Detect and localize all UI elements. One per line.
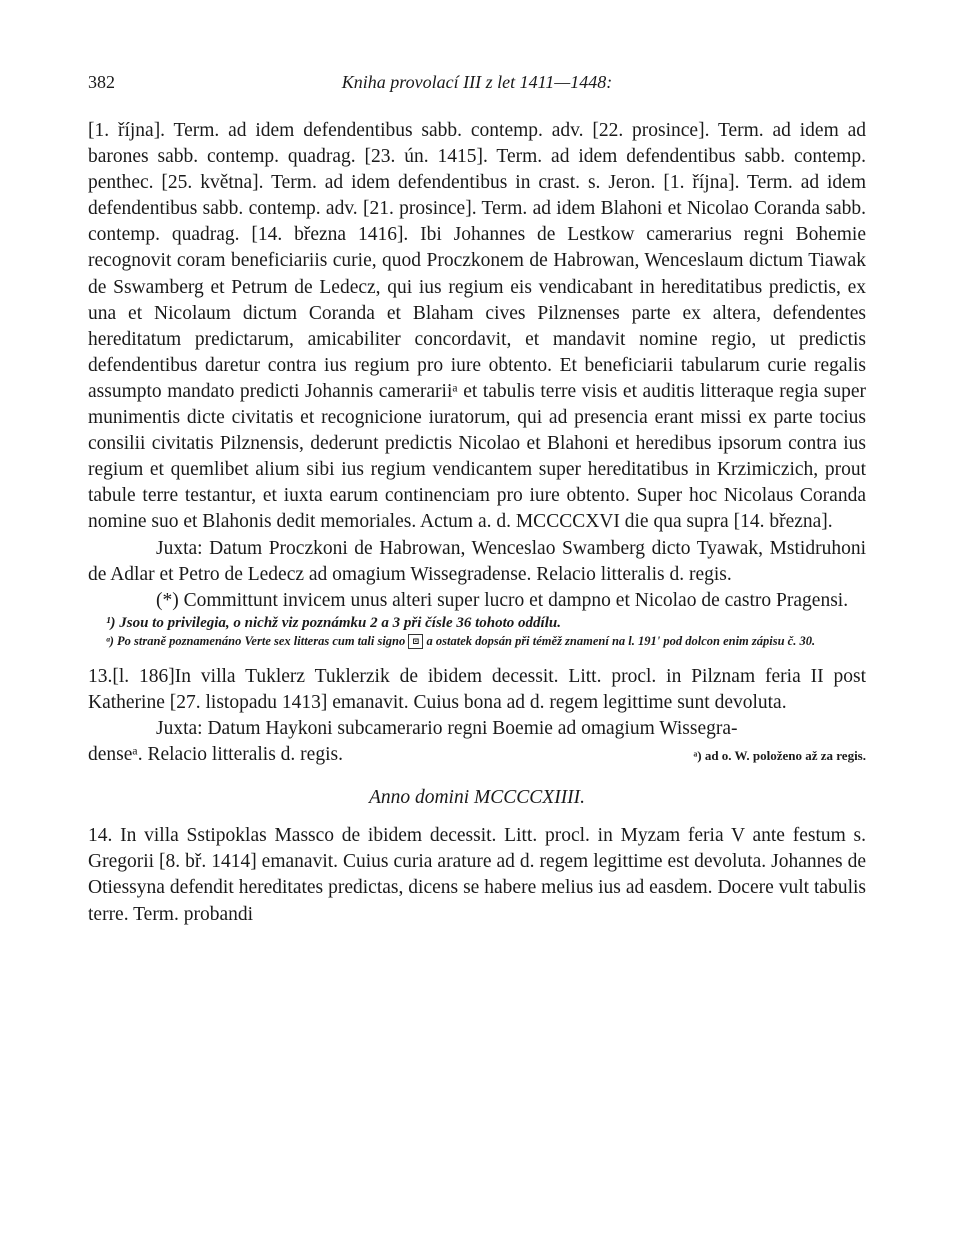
page-body	[88, 118, 866, 928]
entry-13-footnote: ᵃ) ad o. W. položeno až za regis.	[693, 748, 866, 764]
footnote-a-text: ᵃ) Po straně poznamenáno Verte sex litteras cum tali signo	[106, 633, 406, 648]
entry-13: 13.[l. 186]In villa Tuklerz Tuklerzik de ibidem decessit. Litt. procl. in Pilznam feria II post Katherine [27. listopadu 1413] emanavit. Cuius bona ad d. regem legittime sunt devoluta.	[88, 665, 866, 713]
paragraph-committunt: (*) Committunt invicem unus alteri super lucro et dampno et Nicolao de castro Pragensi.	[156, 589, 849, 611]
page-header	[88, 72, 866, 100]
entry-13-juxta: Juxta: Datum Haykoni subcamerario regni Boemie ad omagium Wissegra-	[156, 717, 738, 739]
running-title: Kniha provolací III z let 1411—1448:	[341, 72, 613, 92]
entry-14: 14. In villa Sstipoklas Massco de ibidem decessit. Litt. procl. in Myzam feria V ante festum s. Gregorii [8. bř. 1414] emanavit. Cuius curia arature ad d. regem legittime est devoluta. Johannes de Otiessyna defendit hereditates predictas, dicens se habere melius ius ad easdem. Docere vult tabulis terre. Term. probandi	[88, 825, 866, 925]
footnote-a-cont: a ostatek dopsán při téměž znamení na l. 191ʹ pod dolcon enim zápisu č. 30.	[426, 633, 816, 648]
year-heading: Anno domini MCCCCXIIII.	[368, 787, 586, 809]
footnote-a	[88, 633, 866, 650]
paragraph-juxta: Juxta: Datum Proczkoni de Habrowan, Wenceslao Swamberg dicto Tyawak, Mstidruhoni de Adlar et Petro de Ledecz ad omagium Wissegradense. Relacio litteralis d. regis.	[88, 537, 866, 585]
footnote-1: ¹) Jsou to privilegia, o nichž viz poznámku 2 a 3 při čísle 36 tohoto oddílu.	[106, 614, 561, 631]
signo-symbol-icon: ⊡	[408, 634, 423, 649]
paragraph-main: [1. října]. Term. ad idem defendentibus sabb. contemp. adv. [22. prosince]. Term. ad idem ad barones sabb. contemp. quadrag. [23. ún. 1415]. Term. ad idem defendentibus sabb. contemp. penthec. [25. května]. Term. ad idem defendentibus in crast. s. Jeron. [1. října]. Term. ad idem defendentibus sabb. contemp. adv. [21. prosince]. Term. ad idem Blahoni et Nicolao Coranda sabb. contemp. quadrag. [14. března 1416]. Ibi Johannes de Lestkow camerarius regni Bohemie recognovit coram beneficiariis curie, quod Proczkonem de Habrowan, Wenceslaum dictum Tiawak de Sswamberg et Petrum de Ledecz, qui ius regium eis vendicabant in hereditatibus predictis, ex una et Nicolaum dictum Coranda et Blaham cives Pilznenses parte ex altera, defendentes hereditatum predictarum, amicabiliter concordavit, et mandavit nomine regio, ut predictis defendentibus daretur contra ius regium pro iure obtento. Et beneficiarii tabularum curie regalis assumpto mandato predicti Johannis camerariiᵃ et tabulis terre visis et auditis litteraque regia super munimentis dicte civitatis et recognicione iuratorum, qui ad presencia erant missi ex parte tocius consilii civitatis Pilznensis, dederunt predictis Nicolao et Blahoni et heredibus ipsorum contra ius regium et quemlibet alium sibi ius regium vendicantem super hereditatibus in Krzimiczich, prout tabule terre testantur, et iuxta earum continenciam pro iure obtento. Super hoc Nicolaus Coranda nomine suo et Blahonis dedit memoriales. Actum a. d. MCCCCXVI die qua supra [14. března].	[88, 120, 866, 533]
entry-13-juxta-end-text: denseᵃ. Relacio litteralis d. regis.	[88, 744, 343, 766]
entry-13-juxta-end	[88, 742, 866, 769]
page-number: 382	[88, 72, 115, 92]
